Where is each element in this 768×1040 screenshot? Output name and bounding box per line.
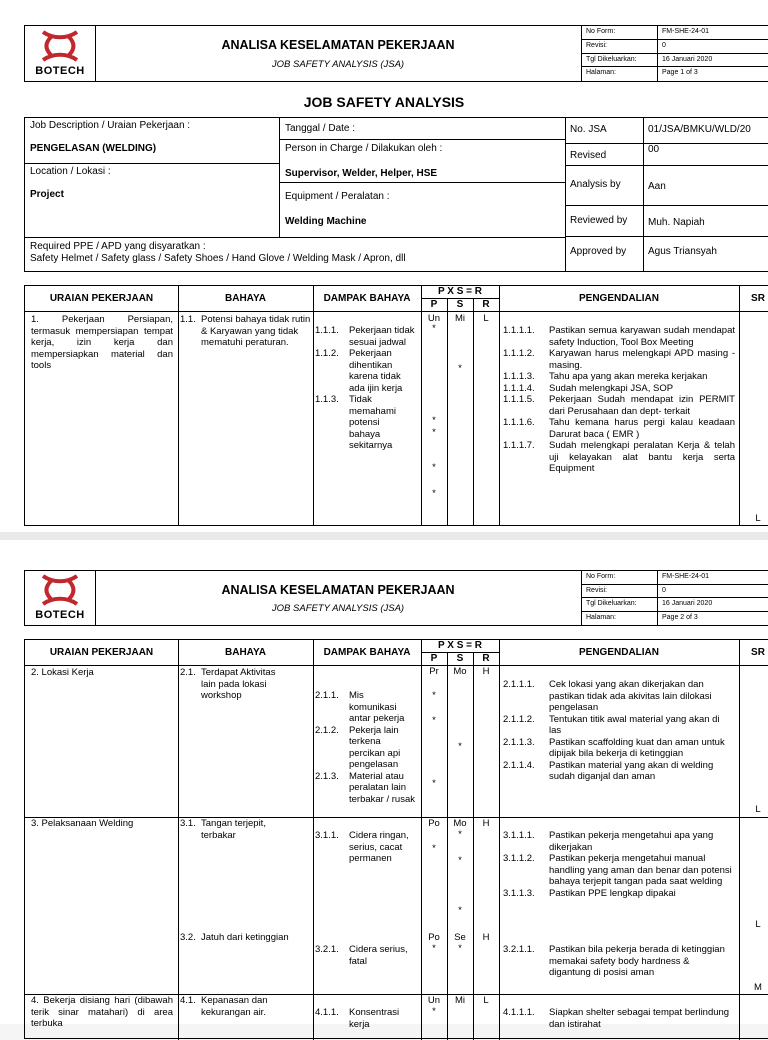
row3-pengendalian-1: 3.1.1.1. Pastikan pekerja mengetahui apa yang dikerjakan 3.1.1.2. Pastikan pekerja mengetahui manual handling yang aman dan benar dan potensi bahaya terjepit tangan pada saat welding 3.1.1.3. Pastikan PPE lengkap dipakai	[503, 830, 732, 899]
row3-star: *	[432, 843, 436, 854]
row2-dampak: 2.1.1. Mis komunikasi antar pekerja 2.1.2. Pekerja lain terkena percikan api pengelasan 2.1.3. Material atau peralatan lain terbakar / rusak	[315, 690, 415, 805]
row3-sr2: M	[754, 982, 762, 993]
meta-value-form: FM-SHE-24-01	[658, 26, 768, 40]
col-pengendalian: PENGENDALIAN	[578, 647, 659, 658]
row2-star: *	[432, 778, 436, 789]
pic-value: Supervisor, Welder, Helper, HSE	[285, 168, 438, 179]
form-subtitle: JOB SAFETY ANALYSIS (JSA)	[271, 603, 405, 614]
revised-value: 00	[644, 144, 768, 166]
location-label: Location / Lokasi :	[30, 166, 111, 177]
row4-star: *	[432, 1006, 436, 1017]
location-value: Project	[30, 189, 64, 200]
row3-star: *	[458, 829, 462, 840]
row4-p: Un	[427, 995, 441, 1006]
no-jsa-value: 01/JSA/BMKU/WLD/20	[644, 118, 768, 144]
row2-star: *	[432, 715, 436, 726]
col-r: R	[482, 653, 490, 664]
jsa-heading: JOB SAFETY ANALYSIS	[303, 94, 465, 110]
approved-label: Approved by	[566, 237, 644, 271]
row1-star: *	[458, 363, 462, 374]
col-sr: SR	[751, 647, 765, 658]
form-title: ANALISA KESELAMATAN PEKERJAAN	[221, 38, 455, 52]
row1-pengendalian: 1.1.1.1. Pastikan semua karyawan sudah mendapat safety Induction, Tool Box Meeting 1.1.1.2. Karyawan harus melengkapi APD masing - masing. 1.1.1.3. Tahu apa yang akan mereka kerjakan 1.1.1.4. Sudah melengkapi JSA, SOP 1.1.1.5. Pekerjaan Sudah mendapat izin PERMIT dari Perusahaan dan dept- terkait 1.1.1.6. Tahu kemana harus pergi kalau keadaan Darurat baca ( EMR ) 1.1.1.7. Sudah melengkapi peralatan Kerja & telah uji kelayakan alat bantu kerja serta Equipment	[503, 325, 735, 474]
row1-dampak: 1.1.1. Pekerjaan tidak sesuai jadwal 1.1.2. Pekerjaan dihentikan karena tidak ada ijin kerja 1.1.3. Tidak memahami potensi bahaya sekitarnya	[315, 325, 415, 451]
col-bahaya: BAHAYA	[225, 647, 266, 658]
reviewed-label: Reviewed by	[566, 206, 644, 237]
row3-r2: H	[482, 932, 490, 943]
row2-p: Pr	[429, 666, 439, 677]
row3-star: *	[458, 943, 462, 954]
ppe-value: Safety Helmet / Safety glass / Safety Shoes / Hand Glove / Welding Mask / Apron, dll	[30, 253, 406, 264]
header-block-1	[24, 25, 768, 82]
meta-label-revisi: Revisi:	[582, 40, 658, 54]
meta-label-halaman: Halaman:	[582, 612, 658, 626]
meta-value-tgl: 16 Januari 2020	[658, 598, 768, 612]
col-bahaya: BAHAYA	[225, 293, 266, 304]
reviewed-value: Muh. Napiah	[644, 206, 768, 237]
row2-star: *	[432, 690, 436, 701]
row3-p2: Po	[428, 932, 440, 943]
col-r: R	[482, 299, 490, 310]
row3-uraian: 3. Pelaksanaan Welding	[31, 818, 134, 829]
row2-star: *	[458, 741, 462, 752]
meta-value-form: FM-SHE-24-01	[658, 571, 768, 585]
logo-box	[25, 26, 96, 81]
botech-logo-icon	[37, 573, 83, 607]
no-jsa-label: No. JSA	[566, 118, 644, 144]
pic-label: Person in Charge / Dilakukan oleh :	[285, 143, 443, 154]
meta-value-tgl: 16 Januari 2020	[658, 54, 768, 68]
logo-box	[25, 571, 96, 625]
col-dampak: DAMPAK BAHAYA	[323, 293, 411, 304]
row1-sr: L	[755, 513, 761, 524]
col-pxsr: P X S = R	[437, 640, 482, 651]
info-block	[24, 117, 768, 272]
row3-bahaya-1: 3.1. Tangan terjepit, terbakar	[180, 818, 266, 841]
logo-text: BOTECH	[35, 609, 85, 621]
meta-value-revisi: 0	[658, 40, 768, 54]
meta-label-revisi: Revisi:	[582, 585, 658, 599]
col-s: S	[456, 653, 464, 664]
meta-value-halaman: Page 2 of 3	[662, 613, 698, 621]
row4-bahaya: 4.1. Kepanasan dan kekurangan air.	[180, 995, 268, 1018]
row1-s: Mi	[454, 313, 466, 324]
col-dampak: DAMPAK BAHAYA	[323, 647, 411, 658]
header-block-2	[24, 570, 768, 626]
meta-label-tgl: Tgl Dikeluarkan:	[582, 54, 658, 68]
analysis-label: Analysis by	[566, 166, 644, 206]
row3-pengendalian-2: 3.2.1.1. Pastikan bila pekerja berada di ketinggian memakai safety body hardness & digantung di posisi aman	[503, 944, 725, 978]
meta-value-halaman: Page 1 of 3	[662, 69, 698, 77]
col-p: P	[430, 653, 438, 664]
row2-uraian: 2. Lokasi Kerja	[31, 667, 94, 678]
row4-uraian: 4. Bekerja disiang hari (dibawah terik sinar matahari) di area terbuka	[31, 995, 173, 1029]
jsa-table-page-1	[24, 285, 768, 526]
row3-sr1: L	[755, 919, 761, 930]
row2-bahaya: 2.1. Terdapat Aktivitas lain pada lokasi workshop	[180, 667, 276, 701]
row1-star: *	[432, 488, 436, 499]
row1-r: L	[483, 313, 489, 324]
row1-bahaya: 1.1. Potensi bahaya tidak rutin & Karyawan yang tidak mematuhi peraturan.	[180, 314, 311, 348]
form-title: ANALISA KESELAMATAN PEKERJAAN	[221, 583, 455, 597]
row4-s: Mi	[454, 995, 466, 1006]
row1-star: *	[432, 323, 436, 334]
jsa-table-page-2	[24, 639, 768, 1039]
row3-star: *	[458, 855, 462, 866]
row1-star: *	[432, 415, 436, 426]
row1-star: *	[432, 462, 436, 473]
row2-pengendalian: 2.1.1.1. Cek lokasi yang akan dikerjakan dan pastikan tidak ada akivitas lain dilokasi pengelasan 2.1.1.2. Tentukan titik awal material yang akan di las 2.1.1.3. Pastikan scaffolding kuat dan aman untuk dipijak bila bekerja di ketinggian 2.1.1.4. Pastikan material yang akan di welding sudah diganjal dan aman	[503, 679, 725, 782]
revised-label: Revised	[566, 144, 644, 166]
form-subtitle: JOB SAFETY ANALYSIS (JSA)	[271, 59, 405, 70]
row3-r1: H	[482, 818, 490, 829]
row3-star: *	[458, 905, 462, 916]
row3-s2: Se	[454, 932, 466, 943]
col-pengendalian: PENGENDALIAN	[578, 293, 659, 304]
row2-sr: L	[755, 804, 761, 815]
row1-p: Un	[427, 313, 441, 324]
botech-logo-icon	[37, 29, 83, 63]
analysis-value: Aan	[644, 166, 768, 206]
row4-r: L	[483, 995, 489, 1006]
row3-s1: Mo	[453, 818, 467, 829]
equipment-label: Equipment / Peralatan :	[285, 191, 390, 202]
row3-dampak-1: 3.1.1. Cidera ringan, serius, cacat permanen	[315, 830, 409, 864]
row3-dampak-2: 3.2.1. Cidera serius, fatal	[315, 944, 408, 967]
row3-p1: Po	[428, 818, 440, 829]
col-s: S	[456, 299, 464, 310]
equipment-value: Welding Machine	[285, 216, 367, 227]
ppe-label: Required PPE / APD yang disyaratkan :	[30, 241, 206, 252]
col-p: P	[430, 299, 438, 310]
col-uraian: URAIAN PEKERJAAN	[49, 293, 154, 304]
meta-label-form: No Form:	[582, 26, 658, 40]
row1-uraian: 1. Pekerjaan Persiapan, termasuk mempersiapan tempat kerja, izin kerja dan mempersiapkan material dan tools	[31, 314, 173, 371]
date-label: Tanggal / Date :	[285, 123, 356, 134]
row2-r: H	[482, 666, 490, 677]
row2-s: Mo	[453, 666, 467, 677]
approved-value: Agus Triansyah	[648, 246, 717, 257]
row4-pengendalian: 4.1.1.1. Siapkan shelter sebagai tempat berlindung dan istirahat	[503, 1007, 730, 1030]
job-desc-label: Job Description / Uraian Pekerjaan :	[30, 120, 191, 131]
row3-star: *	[432, 943, 436, 954]
row4-dampak: 4.1.1. Konsentrasi kerja	[315, 1007, 400, 1030]
col-sr: SR	[751, 293, 765, 304]
row1-star: *	[432, 427, 436, 438]
meta-grid	[581, 26, 768, 81]
meta-value-revisi: 0	[658, 585, 768, 599]
job-desc-value: PENGELASAN (WELDING)	[30, 143, 157, 154]
logo-text: BOTECH	[35, 65, 85, 77]
meta-label-form: No Form:	[582, 571, 658, 585]
meta-label-halaman: Halaman:	[582, 67, 658, 81]
row3-bahaya-2: 3.2. Jatuh dari ketinggian	[180, 932, 289, 943]
page-gap	[0, 532, 768, 540]
meta-grid	[581, 571, 768, 625]
meta-label-tgl: Tgl Dikeluarkan:	[582, 598, 658, 612]
col-pxsr: P X S = R	[437, 286, 482, 297]
col-uraian: URAIAN PEKERJAAN	[49, 647, 154, 658]
